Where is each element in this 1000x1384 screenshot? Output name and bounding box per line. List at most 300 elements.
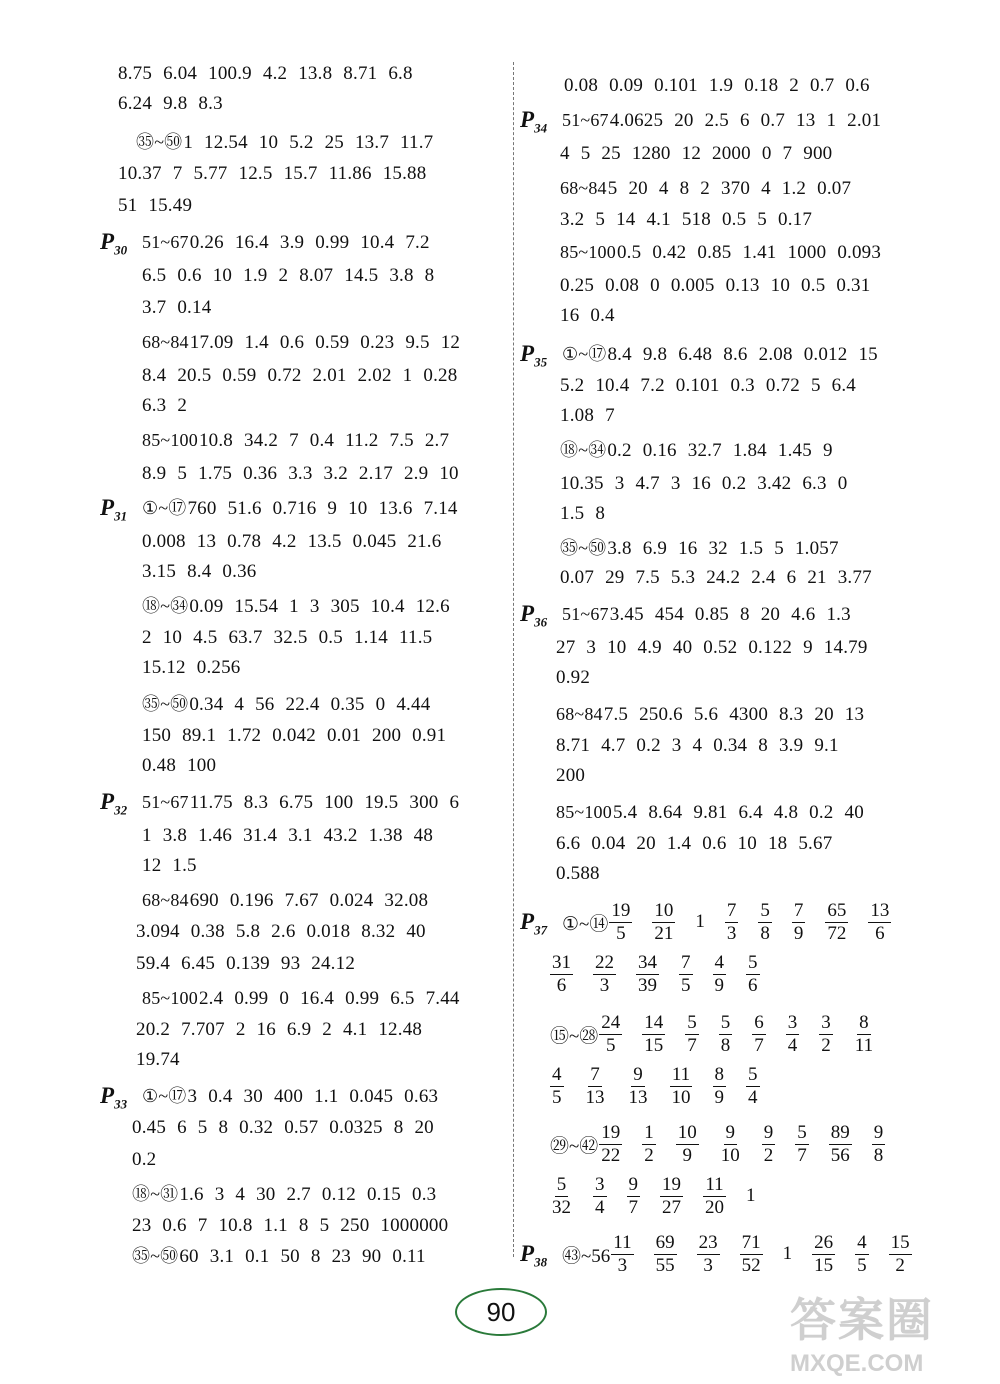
answer-value: 1.1 — [314, 1086, 339, 1107]
denominator: 9 — [682, 1144, 693, 1166]
answer-value: 4.0625 — [609, 110, 664, 131]
answer-line — [136, 128, 444, 156]
answer-value: 5.2 — [560, 375, 585, 396]
answer-value: 0.52 — [703, 637, 738, 658]
denominator: 4 — [748, 1086, 758, 1108]
range-marker: ⑮~㉘ — [550, 1025, 599, 1047]
denominator: 2 — [895, 1254, 905, 1276]
answer-value: 12.48 — [378, 1019, 423, 1040]
fraction — [550, 1174, 573, 1219]
answer-value: 4 — [692, 735, 703, 756]
answer-value: 20 — [636, 833, 656, 854]
answer-value: 0.045 — [349, 1086, 394, 1107]
fraction — [752, 1012, 766, 1057]
numerator: 3 — [595, 1173, 605, 1195]
answer-value: 0.07 — [560, 567, 595, 588]
denominator: 5 — [606, 1034, 616, 1056]
answer-value: 0.15 — [366, 1184, 401, 1205]
answer-value: 1.38 — [368, 825, 403, 846]
answer-value: 2.6 — [271, 921, 296, 942]
numerator: 89 — [830, 1121, 850, 1143]
numerator: 19 — [601, 1121, 621, 1143]
fraction — [599, 1012, 622, 1057]
answer-value: 6.6 — [556, 833, 581, 854]
numerator: 23 — [698, 1231, 718, 1253]
denominator: 6 — [748, 974, 758, 996]
numerator: 19 — [611, 899, 631, 921]
denominator: 72 — [827, 922, 847, 944]
range-marker: ㉟~㊿ — [132, 1246, 179, 1266]
page-label: $P_{30}$ — [100, 229, 128, 258]
numerator: 71 — [741, 1231, 761, 1253]
answer-value: 0.6 — [845, 75, 870, 96]
numerator: 7 — [726, 899, 737, 921]
answer-value: 10.4 — [360, 232, 395, 253]
answer-value: 3.1 — [209, 1246, 235, 1267]
answer-value: 0.139 — [226, 953, 270, 974]
fraction — [825, 900, 848, 945]
answer-value: 1280 — [631, 143, 671, 164]
answer-value: 3.15 — [142, 561, 177, 582]
answer-value: 1.4 — [244, 332, 269, 353]
answer-value: 0.018 — [306, 921, 351, 942]
answer-value: 5 — [197, 1117, 208, 1138]
answer-value: 0.122 — [748, 637, 793, 658]
answer-value: 0.12 — [321, 1184, 356, 1205]
answer-value: 9.5 — [405, 332, 430, 353]
answer-value: 6.5 — [142, 265, 167, 286]
numerator: 7 — [681, 951, 691, 973]
answer-value: 1.9 — [708, 75, 734, 96]
answer-value: 11.2 — [345, 430, 379, 451]
page-label-number: 36 — [534, 614, 548, 630]
numerator: 65 — [827, 899, 847, 921]
answer-value: 0.08 — [564, 75, 599, 96]
denominator: 7 — [687, 1034, 697, 1056]
answer-value: 2 — [278, 265, 289, 286]
answer-value: 50 — [280, 1246, 300, 1267]
denominator: 3 — [703, 1254, 713, 1276]
denominator: 8 — [720, 1034, 731, 1056]
answer-value: 10 — [737, 833, 757, 854]
fraction — [872, 1122, 886, 1167]
answer-value: 1.41 — [742, 242, 777, 263]
answer-value: 8.3 — [779, 704, 804, 725]
numerator: 14 — [644, 1011, 664, 1033]
answer-value: 1.14 — [353, 627, 389, 648]
answer-value: 0.0325 — [329, 1117, 383, 1138]
range-marker: 85~100 — [556, 802, 612, 822]
answer-value: 2.7 — [286, 1184, 311, 1205]
numerator: 22 — [595, 951, 614, 973]
answer-value: 13.7 — [354, 132, 390, 153]
answer-value: 2 — [235, 1019, 246, 1040]
fraction — [685, 1012, 699, 1057]
answer-value: 51.6 — [227, 498, 262, 519]
answer-line — [142, 362, 468, 390]
answer-value: 12 — [681, 143, 702, 164]
denominator: 9 — [714, 974, 724, 996]
answer-value: 5 — [177, 463, 188, 484]
fraction — [584, 1064, 607, 1109]
answer-value: 0.042 — [272, 725, 316, 746]
answer-value: 16 — [678, 538, 698, 559]
answer-value: 0.4 — [208, 1086, 233, 1107]
denominator: 52 — [741, 1254, 761, 1276]
fraction — [819, 1012, 833, 1057]
answer-value: 0.63 — [404, 1086, 439, 1107]
answer-value: 1.72 — [227, 725, 262, 746]
answer-value: 6.8 — [388, 63, 413, 84]
answer-value: 0.78 — [227, 531, 262, 552]
answer-value: 3.2 — [560, 209, 585, 230]
answer-value: 2.17 — [358, 463, 393, 484]
answer-value: 32 — [708, 538, 728, 559]
answer-value: 0.5 — [801, 275, 826, 296]
answer-line — [142, 328, 471, 356]
answer-value: 0.588 — [556, 863, 600, 884]
page-label: $P_{37}$ — [520, 909, 548, 938]
answer-value: 8.6 — [723, 344, 748, 365]
page-label-number: 30 — [114, 242, 128, 258]
answer-value: 1.08 — [560, 405, 595, 426]
answer-line — [142, 262, 445, 290]
fraction-line — [550, 1060, 780, 1112]
answer-value: 0.024 — [329, 890, 374, 911]
fraction — [703, 1174, 726, 1219]
answer-value: 400 — [273, 1086, 304, 1107]
answer-line — [560, 206, 823, 234]
range-marker: ⑱~㉞ — [560, 440, 607, 460]
range-marker: ①~⑭ — [562, 913, 609, 935]
answer-value: 22.4 — [285, 694, 320, 715]
fraction — [593, 1174, 607, 1219]
answer-value: 5.3 — [670, 567, 696, 588]
numerator: 5 — [797, 1121, 807, 1143]
answer-value: 20 — [674, 110, 694, 131]
answer-value: 0.5 — [318, 627, 343, 648]
answer-line — [142, 690, 441, 718]
answer-value: 7.44 — [425, 988, 460, 1009]
numerator: 3 — [787, 1011, 798, 1033]
answer-value: 200 — [556, 765, 586, 786]
answer-value: 12 — [142, 855, 162, 876]
answer-line — [560, 534, 850, 562]
numerator: 5 — [748, 951, 758, 973]
answer-value: 6.45 — [181, 953, 216, 974]
answer-line — [560, 302, 626, 330]
answer-line — [142, 1082, 449, 1110]
answer-line — [142, 528, 452, 556]
answer-value: 2 — [177, 395, 188, 416]
range-marker: 51~67 — [142, 792, 189, 812]
answer-value: 10.8 — [218, 1215, 253, 1236]
page-label-number: 32 — [114, 802, 128, 818]
answer-value: 3.9 — [279, 232, 305, 253]
numerator: 4 — [857, 1231, 867, 1253]
answer-value: 11.75 — [189, 792, 233, 813]
answer-value: 93 — [280, 953, 301, 974]
answer-line — [142, 722, 457, 750]
answer-value: 60 — [179, 1246, 199, 1267]
answer-value: 8.4 — [187, 561, 212, 582]
answer-value: 20 — [414, 1117, 434, 1138]
answer-value: 9 — [822, 440, 833, 461]
answer-line — [132, 1212, 459, 1240]
answer-line — [560, 272, 881, 300]
answer-line — [556, 664, 601, 692]
denominator: 13 — [585, 1086, 605, 1108]
answer-line — [560, 500, 616, 528]
answer-value: 0.85 — [694, 604, 729, 625]
answer-value: 0.45 — [132, 1117, 167, 1138]
answer-value: 25 — [601, 143, 621, 164]
answer-value: 5 — [607, 178, 618, 199]
answer-value: 5.8 — [235, 921, 261, 942]
answer-value: 10 — [607, 637, 627, 658]
answer-value: 15.54 — [234, 596, 279, 617]
answer-line — [142, 984, 471, 1012]
answer-value: 0.59 — [315, 332, 350, 353]
answer-value: 8.07 — [299, 265, 334, 286]
answer-line — [142, 822, 444, 850]
answer-line — [142, 654, 252, 682]
answer-line — [142, 558, 267, 586]
denominator: 4 — [787, 1034, 798, 1056]
answer-value: 5 — [580, 143, 591, 164]
answer-value: 10 — [212, 265, 233, 286]
fraction — [868, 900, 891, 945]
range-marker: 85~100 — [560, 242, 616, 262]
page-label: $P_{35}$ — [520, 341, 548, 370]
answer-value: 760 — [187, 498, 217, 519]
answer-value: 3.8 — [162, 825, 188, 846]
answer-line — [142, 392, 198, 420]
answer-value: 0.34 — [713, 735, 748, 756]
answer-line — [564, 72, 881, 100]
fraction-line — [550, 1008, 895, 1060]
answer-value: 89.1 — [182, 725, 217, 746]
numerator: 26 — [814, 1231, 834, 1253]
answer-value: 20 — [760, 604, 781, 625]
denominator: 2 — [763, 1144, 774, 1166]
answer-value: 1000 — [787, 242, 827, 263]
denominator: 3 — [617, 1254, 628, 1276]
page-label: $P_{34}$ — [520, 107, 548, 136]
range-marker: ㉟~㊿ — [136, 132, 183, 152]
answer-value: 1.46 — [198, 825, 233, 846]
answer-value: 0.5 — [721, 209, 747, 230]
fraction-line — [550, 948, 780, 1000]
numerator: 4 — [552, 1063, 562, 1085]
numerator: 24 — [601, 1011, 621, 1033]
denominator: 10 — [720, 1144, 740, 1166]
answer-value: 8 — [739, 604, 750, 625]
answer-value: 8.4 — [142, 365, 167, 386]
denominator: 15 — [644, 1034, 664, 1056]
denominator: 3 — [599, 974, 610, 996]
answer-value: 59.4 — [136, 953, 171, 974]
answer-value: 2.4 — [198, 988, 224, 1009]
range-marker: ㉙~㊷ — [550, 1135, 599, 1157]
answer-value: 4.5 — [193, 627, 218, 648]
denominator: 15 — [814, 1254, 834, 1276]
answer-line — [136, 918, 437, 946]
answer-value: 0.18 — [744, 75, 779, 96]
answer-value: 32.5 — [273, 627, 308, 648]
answer-line — [560, 140, 843, 168]
answer-value: 23 — [331, 1246, 351, 1267]
answer-value: 8 — [218, 1117, 229, 1138]
fraction — [713, 1064, 727, 1109]
answer-value: 11.86 — [328, 163, 372, 184]
answer-value: 8.3 — [198, 93, 223, 114]
fraction — [627, 1174, 641, 1219]
answer-value: 3.7 — [142, 297, 167, 318]
answer-value: 20 — [628, 178, 648, 199]
answer-value: 43.2 — [323, 825, 358, 846]
answer-value: 1 — [183, 132, 194, 153]
answer-line — [142, 592, 461, 620]
answer-line — [562, 106, 892, 134]
answer-value: 0.101 — [654, 75, 698, 96]
page-label-number: 34 — [534, 120, 548, 136]
answer-value: 4300 — [729, 704, 769, 725]
numerator: 69 — [655, 1231, 675, 1253]
answer-value: 0.38 — [190, 921, 225, 942]
answer-value: 0.04 — [591, 833, 626, 854]
answer-line — [560, 372, 867, 400]
answer-value: 6 — [739, 110, 750, 131]
fraction — [812, 1232, 835, 1277]
answer-value: 14.79 — [823, 637, 868, 658]
answer-line — [560, 174, 862, 202]
answer-value: 150 — [142, 725, 172, 746]
answer-value: 10.4 — [595, 375, 630, 396]
answer-value: 7.14 — [423, 498, 458, 519]
answer-value: 21 — [807, 567, 827, 588]
answer-value: 6.9 — [642, 538, 668, 559]
answer-line — [136, 950, 366, 978]
answer-value: 5.77 — [193, 163, 228, 184]
denominator: 55 — [655, 1254, 675, 1276]
fraction — [762, 1122, 776, 1167]
answer-value: 7.5 — [635, 567, 660, 588]
answer-value: 0.6 — [177, 265, 202, 286]
answer-value: 8.71 — [556, 735, 591, 756]
answer-value: 0.012 — [803, 344, 848, 365]
numerator: 15 — [890, 1231, 910, 1253]
fraction — [609, 900, 632, 945]
answer-value: 0.008 — [142, 531, 186, 552]
answer-value: 7.5 — [603, 704, 629, 725]
answer-value: 4 — [658, 178, 669, 199]
page-label: $P_{31}$ — [100, 495, 128, 524]
answer-value: 10.4 — [370, 596, 405, 617]
answer-value: 0 — [375, 694, 386, 715]
answer-value: 30 — [243, 1086, 263, 1107]
answer-value: 20.2 — [136, 1019, 171, 1040]
denominator: 2 — [821, 1034, 831, 1056]
answer-line — [556, 762, 596, 790]
answer-value: 3 — [586, 637, 597, 658]
answer-value: 6.4 — [831, 375, 857, 396]
answer-value: 0.59 — [222, 365, 257, 386]
answer-value: 4.44 — [396, 694, 431, 715]
numerator: 9 — [873, 1121, 884, 1143]
denominator: 7 — [628, 1196, 638, 1218]
answer-value: 10.35 — [560, 473, 604, 494]
answer-value: 16 — [560, 305, 580, 326]
denominator: 5 — [552, 1086, 562, 1108]
answer-value: 0.14 — [177, 297, 212, 318]
answer-value: 1 — [402, 365, 413, 386]
answer-value: 6.4 — [738, 802, 763, 823]
answer-line — [562, 600, 862, 628]
page-label: $P_{38}$ — [520, 1241, 548, 1270]
answer-value: 0.26 — [189, 232, 224, 253]
answer-line — [556, 830, 843, 858]
answer-value: 0.35 — [330, 694, 365, 715]
numerator: 3 — [821, 1011, 831, 1033]
answer-value: 0 — [837, 473, 848, 494]
fraction — [855, 1232, 869, 1277]
answer-value: 15.88 — [382, 163, 427, 184]
answer-value: 300 — [409, 792, 439, 813]
answer-value: 3 — [309, 596, 320, 617]
answer-line — [556, 732, 850, 760]
answer-value: 1.3 — [826, 604, 851, 625]
answer-value: 3.3 — [288, 463, 313, 484]
page-number: 90 — [455, 1288, 547, 1336]
answer-value: 4 — [234, 694, 245, 715]
answer-value: 1 — [289, 596, 299, 617]
denominator: 39 — [638, 974, 657, 996]
answer-value: 0.716 — [272, 498, 317, 519]
answer-value: 7 — [289, 430, 299, 451]
answer-value: 14 — [616, 209, 636, 230]
answer-value: 6 — [449, 792, 460, 813]
answer-value: 5 — [774, 538, 784, 559]
answer-value: 23 — [132, 1215, 152, 1236]
answer-line — [136, 1016, 433, 1044]
fraction — [670, 1064, 693, 1109]
numerator: 8 — [859, 1011, 869, 1033]
answer-value: 6.9 — [286, 1019, 312, 1040]
answer-value: 0.6 — [702, 833, 727, 854]
answer-line — [142, 886, 439, 914]
numerator: 9 — [628, 1173, 638, 1195]
denominator: 5 — [681, 974, 691, 996]
answer-value: 0.045 — [352, 531, 397, 552]
answer-value: 13.5 — [307, 531, 342, 552]
answer-value: 100.9 — [208, 63, 252, 84]
answer-value: 7.5 — [389, 430, 414, 451]
range-marker: 85~100 — [142, 430, 198, 450]
fraction — [599, 1122, 622, 1167]
answer-value: 0.2 — [607, 440, 632, 461]
denominator: 27 — [662, 1196, 681, 1218]
denominator: 32 — [552, 1196, 571, 1218]
answer-value: 0.34 — [189, 694, 224, 715]
answer-value: 0.08 — [605, 275, 640, 296]
answer-value: 0.07 — [817, 178, 852, 199]
range-marker: 68~84 — [142, 332, 189, 352]
page-label: $P_{33}$ — [100, 1083, 128, 1112]
numerator: 1 — [644, 1121, 654, 1143]
answer-value: 0.92 — [556, 667, 591, 688]
numerator: 8 — [714, 1063, 724, 1085]
